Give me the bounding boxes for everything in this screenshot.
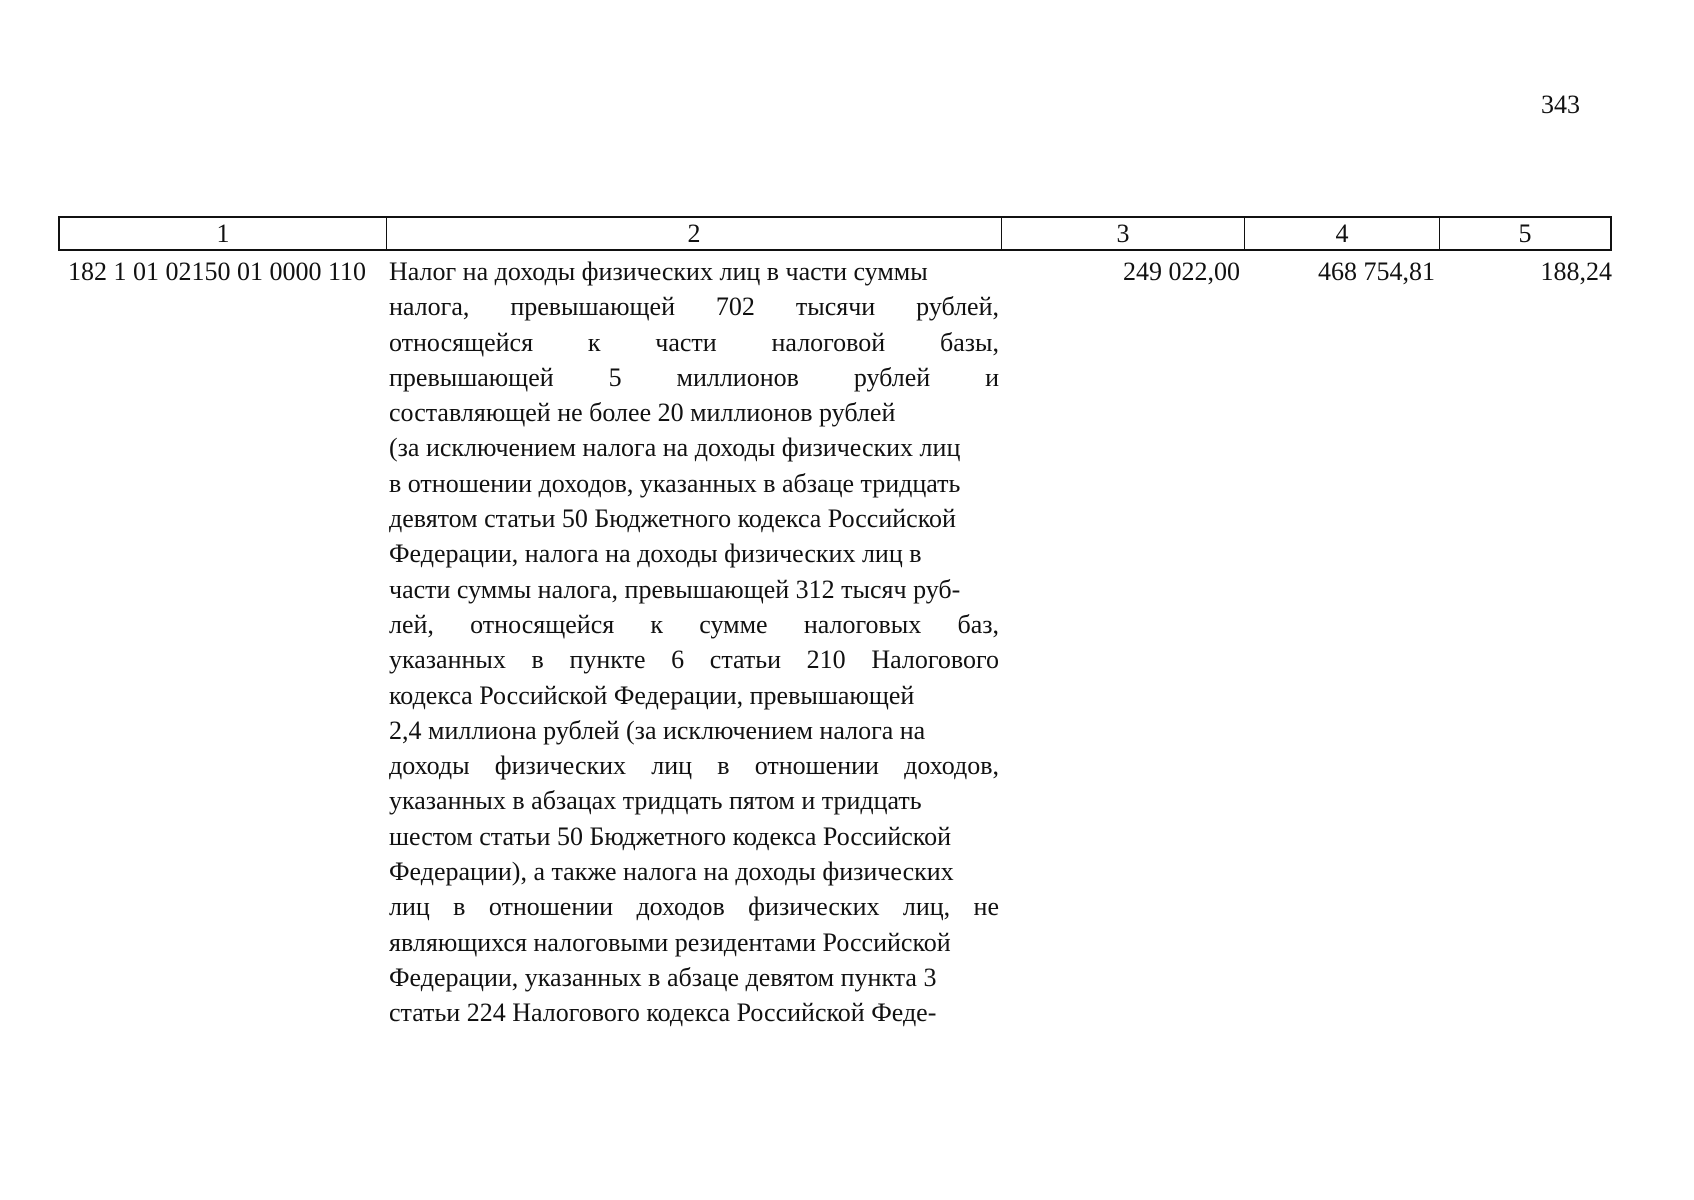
value-column-4: 468 754,81	[1318, 257, 1435, 286]
value-column-3: 249 022,00	[1123, 257, 1240, 286]
column-header-3: 3	[1002, 218, 1245, 249]
column-header-2: 2	[387, 218, 1002, 249]
description-line: в отношении доходов, указанных в абзаце тридцать	[389, 468, 961, 498]
description-line: шестом статьи 50 Бюджетного кодекса Российской	[389, 821, 952, 851]
table-header-row	[58, 216, 1612, 251]
description-line: лей, относящейся к сумме налоговых баз,	[389, 609, 999, 639]
description-line: указанных в абзацах тридцать пятом и тридцать	[389, 786, 922, 816]
description-line: налога, превышающей 702 тысячи рублей,	[389, 292, 999, 322]
description-line: лиц в отношении доходов физических лиц, не	[389, 892, 999, 922]
description-line: (за исключением налога на доходы физических лиц	[389, 433, 961, 463]
income-description	[389, 254, 999, 1031]
description-line: Федерации, налога на доходы физических лиц в	[389, 539, 922, 569]
description-line: относящейся к части налоговой базы,	[389, 327, 999, 357]
budget-classification-code: 182 1 01 02150 01 0000 110	[68, 257, 367, 286]
description-line: части суммы налога, превышающей 312 тысяч руб-	[389, 574, 961, 604]
column-header-1: 1	[60, 218, 387, 249]
description-line: указанных в пункте 6 статьи 210 Налогового	[389, 645, 999, 675]
column-header-5: 5	[1518, 219, 1532, 248]
description-line: 2,4 миллиона рублей (за исключением налога на	[389, 715, 926, 745]
description-line: доходы физических лиц в отношении доходов,	[389, 751, 999, 781]
description-line: Налог на доходы физических лиц в части суммы	[389, 257, 928, 286]
description-line: статьи 224 Налогового кодекса Российской Феде-	[389, 998, 937, 1028]
value-column-5: 188,24	[1540, 257, 1612, 286]
description-line: девятом статьи 50 Бюджетного кодекса Российской	[389, 504, 956, 534]
page-number: 343	[1541, 90, 1580, 119]
description-line: превышающей 5 миллионов рублей и	[389, 362, 999, 392]
column-header-4: 4	[1245, 218, 1440, 249]
description-line: составляющей не более 20 миллионов рублей	[389, 398, 896, 428]
description-line: кодекса Российской Федерации, превышающей	[389, 680, 915, 710]
description-line: Федерации), а также налога на доходы физических	[389, 857, 954, 887]
description-line: являющихся налоговыми резидентами Российской	[389, 927, 951, 957]
description-line: Федерации, указанных в абзаце девятом пункта 3	[389, 962, 937, 992]
